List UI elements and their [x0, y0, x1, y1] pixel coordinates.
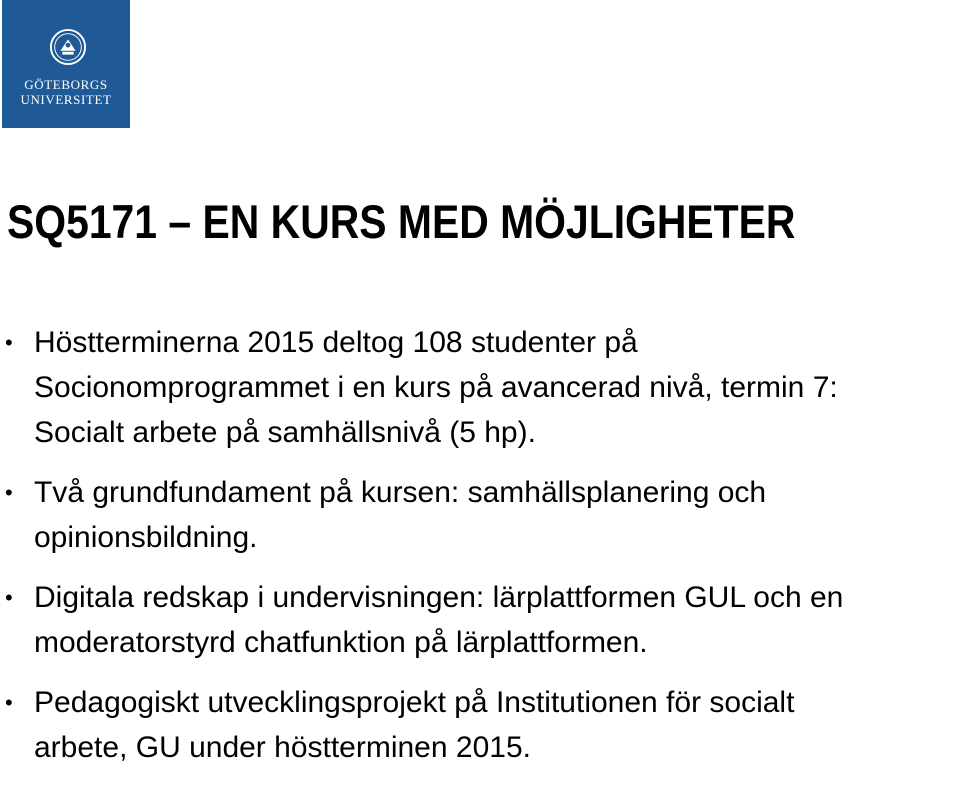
- bullet-line: Socialt arbete på samhällsnivå (5 hp).: [34, 416, 536, 449]
- bullet-item: [0, 470, 960, 560]
- bullet-line: opinionsbildning.: [34, 521, 258, 554]
- logo-text-line-1: GÖTEBORGS: [24, 77, 108, 92]
- bullet-list: [0, 320, 960, 785]
- bullet-dot-icon: •: [5, 690, 13, 715]
- bullet-line: arbete, GU under höstterminen 2015.: [34, 731, 531, 764]
- bullet-line: moderatorstyrd chatfunktion på lärplattformen.: [34, 626, 648, 659]
- bullet-item: [0, 320, 960, 455]
- bullet-line: Pedagogiskt utvecklingsprojekt på Institutionen för socialt: [34, 686, 795, 719]
- logo-text-line-2: UNIVERSITET: [20, 92, 112, 107]
- slide-title: SQ5171 – EN KURS MED MÖJLIGHETER: [7, 195, 796, 248]
- bullet-dot-icon: •: [5, 330, 13, 355]
- bullet-item: [0, 575, 960, 665]
- bullet-line: Höstterminerna 2015 deltog 108 studenter på: [34, 326, 638, 359]
- bullet-dot-icon: •: [5, 480, 13, 505]
- bullet-line: Digitala redskap i undervisningen: lärplattformen GUL och en: [34, 581, 844, 614]
- university-seal-icon: [49, 28, 87, 66]
- university-logo: [2, 0, 130, 128]
- bullet-dot-icon: •: [5, 585, 13, 610]
- bullet-line: Två grundfundament på kursen: samhällsplanering och: [34, 476, 767, 509]
- bullet-item: [0, 680, 960, 770]
- bullet-line: Socionomprogrammet i en kurs på avancerad nivå, termin 7:: [34, 371, 838, 404]
